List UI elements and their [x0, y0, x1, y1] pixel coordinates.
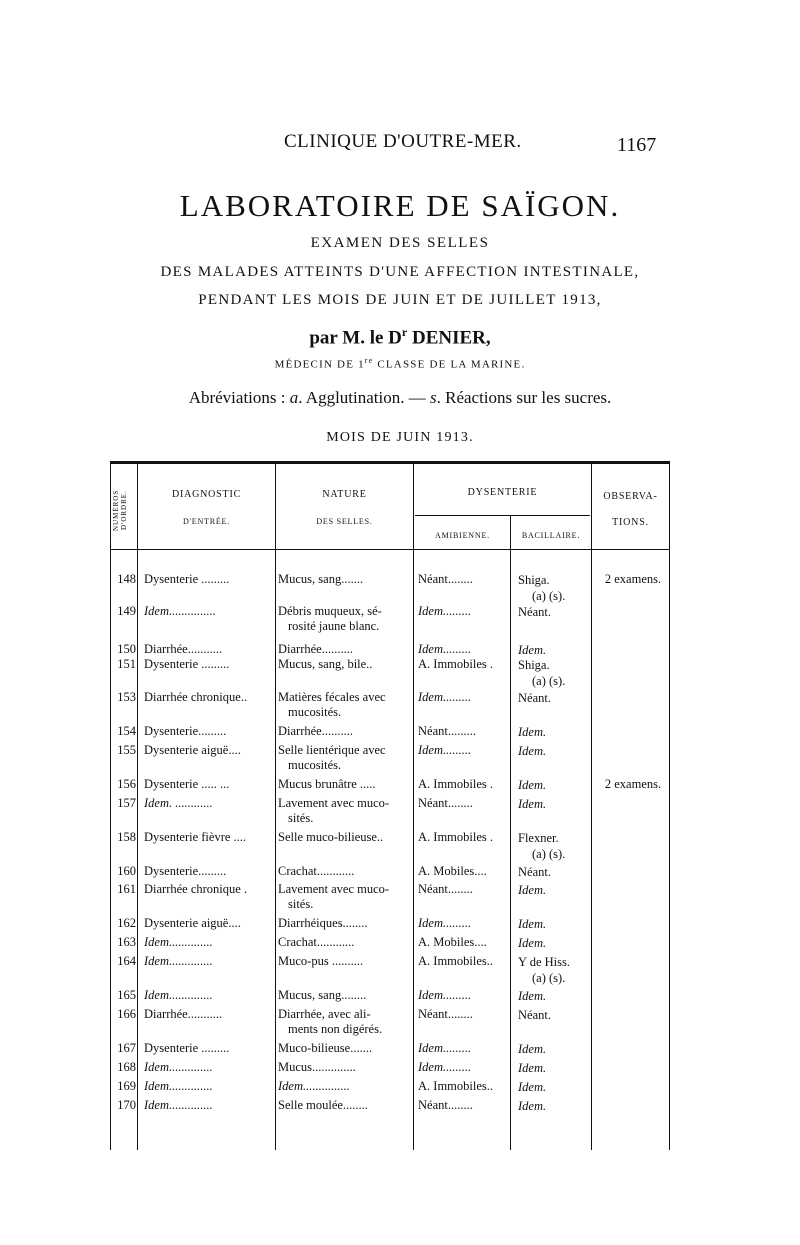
cell-bac: Idem.: [518, 936, 547, 950]
cell-amib: Néant........: [418, 882, 473, 896]
cell-obs: 2 examens.: [604, 572, 662, 586]
page-number: 1167: [617, 134, 657, 156]
cell-diag: Dysenterie aiguë....: [144, 916, 241, 930]
cell-num: 151: [117, 657, 136, 671]
cell-bac: Idem.: [518, 1042, 547, 1056]
author-title-b: CLASSE DE LA MARINE.: [373, 358, 526, 371]
subtitle-line-2: DES MALADES ATTEINTS D'UNE AFFECTION INTESTINALE,: [160, 264, 640, 280]
cell-amib: Idem.........: [418, 1041, 472, 1055]
cell-diag: Dysenterie.........: [144, 724, 227, 738]
cell-diag: Diarrhée...........: [144, 642, 223, 656]
cell-amib: Idem.........: [418, 604, 472, 618]
cell-amib: A. Mobiles....: [418, 864, 487, 878]
subtitle-line-3: PENDANT LES MOIS DE JUIN ET DE JUILLET 1913,: [198, 292, 602, 308]
cell-nature: Muco-pus ..........: [278, 954, 364, 968]
cell-diag: Idem..............: [144, 954, 213, 968]
cell-diag: Dysenterie .........: [144, 1041, 230, 1055]
cell-bac: Y de Hiss. (a) (s).: [518, 955, 570, 985]
cell-num: 166: [117, 1007, 136, 1021]
cell-diag: Dysenterie.........: [144, 864, 227, 878]
cell-num: 156: [117, 777, 136, 791]
cell-nature: Mucus, sang.......: [278, 572, 364, 586]
cell-bac: Idem.: [518, 797, 547, 811]
abbr-s-text: . Réactions sur les sucres.: [436, 388, 612, 407]
cell-amib: Néant........: [418, 1098, 473, 1112]
cell-diag: Idem..............: [144, 988, 213, 1002]
cell-nature: Diarrhée..........: [278, 724, 353, 738]
cell-num: 169: [117, 1079, 136, 1093]
cell-diag: Idem..............: [144, 1060, 213, 1074]
cell-bac: Idem.: [518, 1099, 547, 1113]
month-heading: MOIS DE JUIN 1913.: [326, 430, 474, 445]
cell-amib: A. Mobiles....: [418, 935, 487, 949]
col-line-2: [275, 462, 276, 1150]
cell-num: 167: [117, 1041, 136, 1055]
cell-amib: Néant........: [418, 1007, 473, 1021]
cell-num: 162: [117, 916, 136, 930]
abbreviations-line: [0, 388, 800, 408]
cell-nature: Crachat............: [278, 864, 355, 878]
cell-nature: Débris muqueux, sé- rosité jaune blanc.: [278, 604, 382, 633]
cell-diag: Idem. ............: [144, 796, 213, 810]
cell-amib: A. Immobiles..: [418, 1079, 493, 1093]
cell-bac: Néant.: [518, 691, 551, 705]
cell-amib: A. Immobiles .: [418, 830, 493, 844]
cell-diag: Diarrhée...........: [144, 1007, 223, 1021]
cell-bac: Idem.: [518, 725, 547, 739]
col-line-1: [137, 462, 138, 1150]
cell-diag: Dysenterie .........: [144, 572, 230, 586]
cell-nature: Selle lientérique avec mucosités.: [278, 743, 386, 772]
cell-num: 149: [117, 604, 136, 618]
cell-diag: Dysenterie ..... ...: [144, 777, 230, 791]
author-sup: r: [401, 325, 408, 339]
author-name: DENIER,: [407, 327, 491, 349]
cell-amib: Néant.........: [418, 724, 476, 738]
cell-nature: Selle muco-bilieuse..: [278, 830, 384, 844]
cell-bac: Idem.: [518, 917, 547, 931]
cell-obs: 2 examens.: [604, 777, 662, 791]
author-line: [0, 325, 800, 349]
cell-nature: Idem...............: [278, 1079, 350, 1093]
cell-diag: Dysenterie .........: [144, 657, 230, 671]
header-diagnostic-2: D'ENTRÉE.: [182, 517, 231, 526]
col-line-6: [669, 462, 670, 1150]
cell-nature: Diarrhéiques........: [278, 916, 368, 930]
col-line-3: [413, 462, 414, 1150]
cell-amib: Idem.........: [418, 1060, 472, 1074]
cell-amib: Idem.........: [418, 988, 472, 1002]
author-title: [0, 356, 800, 371]
cell-num: 163: [117, 935, 136, 949]
header-numeros: NUMÉROS D'ORDRE.: [112, 489, 128, 531]
cell-bac: Idem.: [518, 1080, 547, 1094]
cell-nature: Lavement avec muco- sités.: [278, 882, 390, 911]
cell-amib: Idem.........: [418, 642, 472, 656]
cell-bac: Idem.: [518, 883, 547, 897]
cell-bac: Néant.: [518, 865, 551, 879]
cell-bac: Néant.: [518, 1008, 551, 1022]
header-observations-2: TIONS.: [612, 517, 649, 528]
table-header-rule: [110, 549, 670, 550]
cell-nature: Mucus..............: [278, 1060, 356, 1074]
cell-diag: Diarrhée chronique..: [144, 690, 248, 704]
author-prefix: par M. le D: [309, 327, 402, 349]
cell-nature: Crachat............: [278, 935, 355, 949]
abbr-a-key: a: [289, 388, 299, 407]
cell-num: 148: [117, 572, 136, 586]
cell-num: 155: [117, 743, 136, 757]
cell-diag: Dysenterie aiguë....: [144, 743, 241, 757]
cell-num: 150: [117, 642, 136, 656]
header-dysenterie: DYSENTERIE: [467, 487, 538, 498]
cell-num: 158: [117, 830, 136, 844]
cell-amib: Néant........: [418, 796, 473, 810]
header-nature-2: DES SELLES.: [316, 517, 373, 526]
cell-nature: Diarrhée..........: [278, 642, 353, 656]
abbr-s-key: s: [429, 388, 437, 407]
cell-diag: Idem...............: [144, 604, 216, 618]
cell-num: 160: [117, 864, 136, 878]
cell-diag: Idem..............: [144, 1098, 213, 1112]
cell-nature: Muco-bilieuse.......: [278, 1041, 373, 1055]
cell-nature: Lavement avec muco- sités.: [278, 796, 390, 825]
cell-num: 168: [117, 1060, 136, 1074]
document-title: LABORATOIRE DE SAÏGON.: [179, 188, 621, 223]
author-title-sup: re: [364, 356, 374, 365]
cell-amib: Idem.........: [418, 690, 472, 704]
cell-num: 164: [117, 954, 136, 968]
header-amibienne: AMIBIENNE.: [435, 531, 490, 540]
cell-amib: A. Immobiles .: [418, 657, 493, 671]
table-top-rule: [110, 461, 670, 464]
cell-nature: Mucus, sang, bile..: [278, 657, 373, 671]
author-title-a: MÉDECIN DE 1: [274, 358, 365, 371]
cell-nature: Mucus brunâtre .....: [278, 777, 376, 791]
cell-bac: Shiga. (a) (s).: [518, 573, 566, 603]
cell-bac: Idem.: [518, 643, 547, 657]
cell-bac: Shiga. (a) (s).: [518, 658, 566, 688]
cell-amib: Idem.........: [418, 916, 472, 930]
cell-bac: Flexner. (a) (s).: [518, 831, 566, 861]
cell-diag: Diarrhée chronique .: [144, 882, 248, 896]
cell-amib: A. Immobiles .: [418, 777, 493, 791]
cell-diag: Idem..............: [144, 1079, 213, 1093]
cell-num: 154: [117, 724, 136, 738]
cell-bac: Idem.: [518, 1061, 547, 1075]
cell-num: 157: [117, 796, 136, 810]
cell-diag: Dysenterie fièvre ....: [144, 830, 247, 844]
cell-nature: Selle moulée........: [278, 1098, 368, 1112]
abbr-a-text: . Agglutination. —: [298, 388, 430, 407]
cell-num: 165: [117, 988, 136, 1002]
col-line-4: [510, 515, 511, 1150]
cell-nature: Matières fécales avec mucosités.: [278, 690, 386, 719]
cell-nature: Mucus, sang........: [278, 988, 367, 1002]
cell-bac: Idem.: [518, 778, 547, 792]
header-observations: OBSERVA-: [603, 491, 658, 502]
abbr-lead: Abréviations :: [188, 388, 290, 407]
cell-bac: Idem.: [518, 989, 547, 1003]
header-nature: NATURE: [322, 489, 367, 500]
cell-num: 153: [117, 690, 136, 704]
cell-num: 161: [117, 882, 136, 896]
cell-amib: Idem.........: [418, 743, 472, 757]
cell-diag: Idem..............: [144, 935, 213, 949]
running-head: CLINIQUE D'OUTRE-MER.: [284, 131, 522, 152]
subtitle-line-1: EXAMEN DES SELLES: [310, 235, 490, 251]
cell-nature: Diarrhée, avec ali- ments non digérés.: [278, 1007, 383, 1036]
cell-bac: Néant.: [518, 605, 551, 619]
header-bacillaire: BACILLAIRE.: [521, 531, 581, 540]
cell-amib: A. Immobiles..: [418, 954, 493, 968]
header-diagnostic: DIAGNOSTIC: [171, 489, 242, 500]
dysenterie-sub-rule: [415, 515, 590, 516]
cell-num: 170: [117, 1098, 136, 1112]
cell-bac: Idem.: [518, 744, 547, 758]
cell-amib: Néant........: [418, 572, 473, 586]
